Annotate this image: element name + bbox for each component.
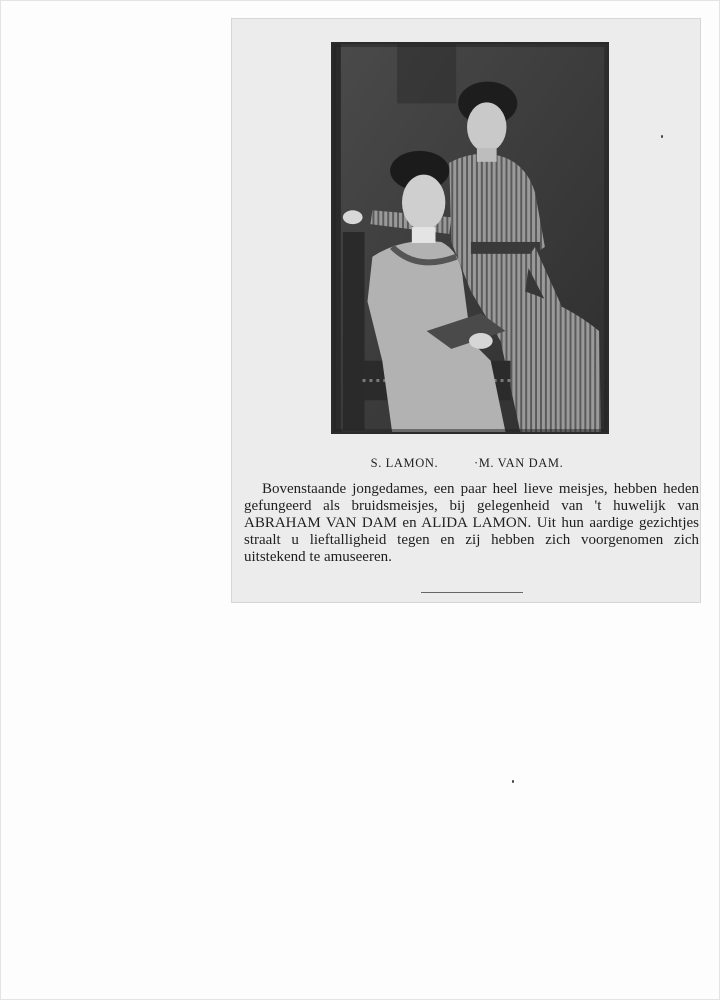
portrait-photo-image — [333, 44, 607, 432]
dust-speck — [661, 135, 663, 138]
photo-caption — [232, 456, 702, 471]
portrait-photograph — [331, 42, 609, 434]
caption-name-right: ·M. VAN DAM. — [473, 456, 564, 470]
dust-speck — [512, 780, 514, 783]
article-text: Bovenstaande jongedames, een paar heel lieve meisjes, hebben heden gefungeerd als bruidsmeisjes, bij gelegenheid van 't huwelijk van ABRAHAM VAN DAM en ALIDA LAMON. Uit hun aardige gezichtjes straalt u lieftalligheid tegen en zij hebben zich voorgenomen zich uitstekend te amuseeren. — [244, 481, 699, 565]
closing-rule — [421, 592, 523, 593]
newspaper-clipping — [231, 18, 701, 603]
caption-name-left: S. LAMON. — [370, 456, 439, 470]
